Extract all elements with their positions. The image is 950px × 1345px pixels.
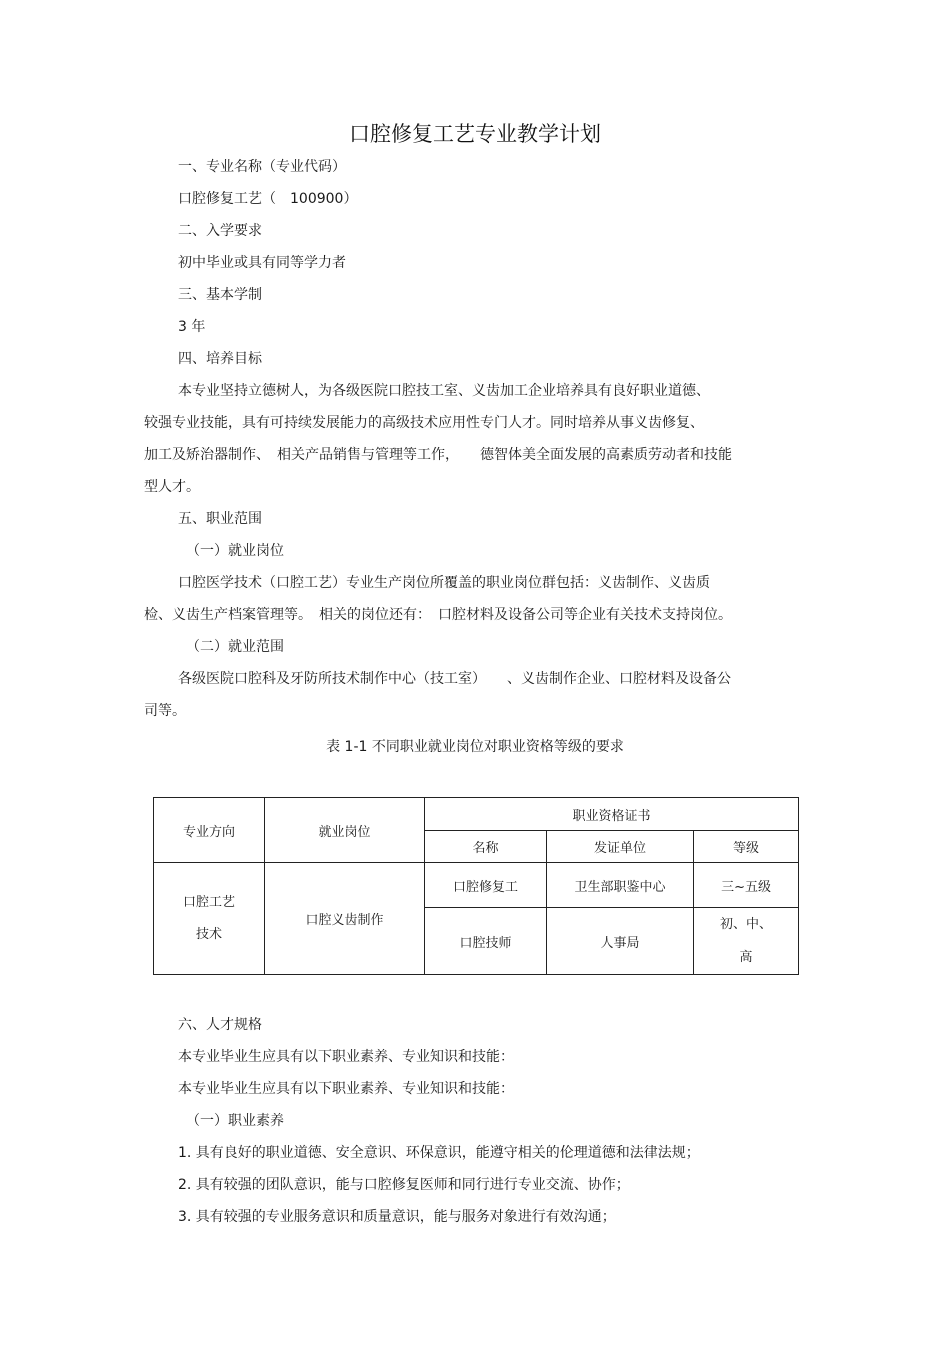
section-heading-major-name: 一、专业名称（专业代码） xyxy=(178,159,346,175)
employment-paragraph-line: 各级医院口腔科及牙防所技术制作中心（技工室） 、义齿制作企业、口腔材料及设备公 xyxy=(178,671,731,687)
grade-line: 初、中、 xyxy=(720,917,773,932)
employment-paragraph-line: 司等。 xyxy=(144,703,186,719)
duration-text: 3 年 xyxy=(178,319,206,335)
major-name-text: 口腔修复工艺（ 100900） xyxy=(178,191,358,207)
direction-line: 口腔工艺 xyxy=(182,894,235,910)
header-cert-name: 名称 xyxy=(425,831,547,863)
header-cert-grade: 等级 xyxy=(694,831,799,863)
section-heading-talent-spec: 六、人才规格 xyxy=(178,1017,262,1033)
goals-paragraph-line: 型人才。 xyxy=(144,479,200,495)
admission-text: 初中毕业或具有同等学力者 xyxy=(178,255,346,271)
subheading-professional-quality: （一）职业素养 xyxy=(186,1113,284,1129)
cell-cert-issuer: 卫生部职鉴中心 xyxy=(547,863,694,908)
talent-intro: 本专业毕业生应具有以下职业素养、专业知识和技能： xyxy=(178,1049,514,1065)
cell-cert-issuer: 人事局 xyxy=(547,908,694,975)
jobs-paragraph-line: 口腔医学技术（口腔工艺）专业生产岗位所覆盖的职业岗位群包括：义齿制作、义齿质 xyxy=(178,575,710,591)
cell-cert-name: 口腔修复工 xyxy=(425,863,547,908)
section-heading-goals: 四、培养目标 xyxy=(178,351,262,367)
jobs-paragraph-line: 检、义齿生产档案管理等。 相关的岗位还有： 口腔材料及设备公司等企业有关技术支持岗位。 xyxy=(144,607,732,623)
talent-intro: 本专业毕业生应具有以下职业素养、专业知识和技能： xyxy=(178,1081,514,1097)
qualification-table xyxy=(153,797,799,975)
list-item: 2. 具有较强的团队意识，能与口腔修复医师和同行进行专业交流、协作； xyxy=(178,1177,630,1193)
subheading-employment-scope: （二）就业范围 xyxy=(186,639,284,655)
goals-paragraph-line: 较强专业技能，具有可持续发展能力的高级技术应用性专门人才。同时培养从事义齿修复、 xyxy=(144,415,704,431)
grade-line: 高 xyxy=(739,950,753,965)
cell-direction xyxy=(154,863,265,975)
list-item: 1. 具有良好的职业道德、安全意识、环保意识，能遵守相关的伦理道德和法律法规； xyxy=(178,1145,700,1161)
section-heading-duration: 三、基本学制 xyxy=(178,287,262,303)
page-title: 口腔修复工艺专业教学计划 xyxy=(349,122,601,146)
cell-cert-name: 口腔技师 xyxy=(425,908,547,975)
header-certificate: 职业资格证书 xyxy=(425,798,799,831)
direction-line: 技术 xyxy=(195,926,222,942)
cell-cert-grade: 三~五级 xyxy=(694,863,799,908)
table-row xyxy=(154,863,799,908)
cell-cert-grade xyxy=(694,908,799,975)
header-direction: 专业方向 xyxy=(154,798,265,863)
goals-paragraph-line: 加工及矫治器制作、 相关产品销售与管理等工作， 德智体美全面发展的高素质劳动者和技能 xyxy=(144,447,732,463)
section-heading-career-scope: 五、职业范围 xyxy=(178,511,262,527)
list-item: 3. 具有较强的专业服务意识和质量意识，能与服务对象进行有效沟通； xyxy=(178,1209,616,1225)
subheading-jobs: （一）就业岗位 xyxy=(186,543,284,559)
header-cert-issuer: 发证单位 xyxy=(547,831,694,863)
table-caption: 表 1-1 不同职业就业岗位对职业资格等级的要求 xyxy=(326,739,624,755)
cell-post: 口腔义齿制作 xyxy=(265,863,425,975)
header-post: 就业岗位 xyxy=(265,798,425,863)
goals-paragraph-line: 本专业坚持立德树人，为各级医院口腔技工室、义齿加工企业培养具有良好职业道德、 xyxy=(178,383,710,399)
section-heading-admission: 二、入学要求 xyxy=(178,223,262,239)
